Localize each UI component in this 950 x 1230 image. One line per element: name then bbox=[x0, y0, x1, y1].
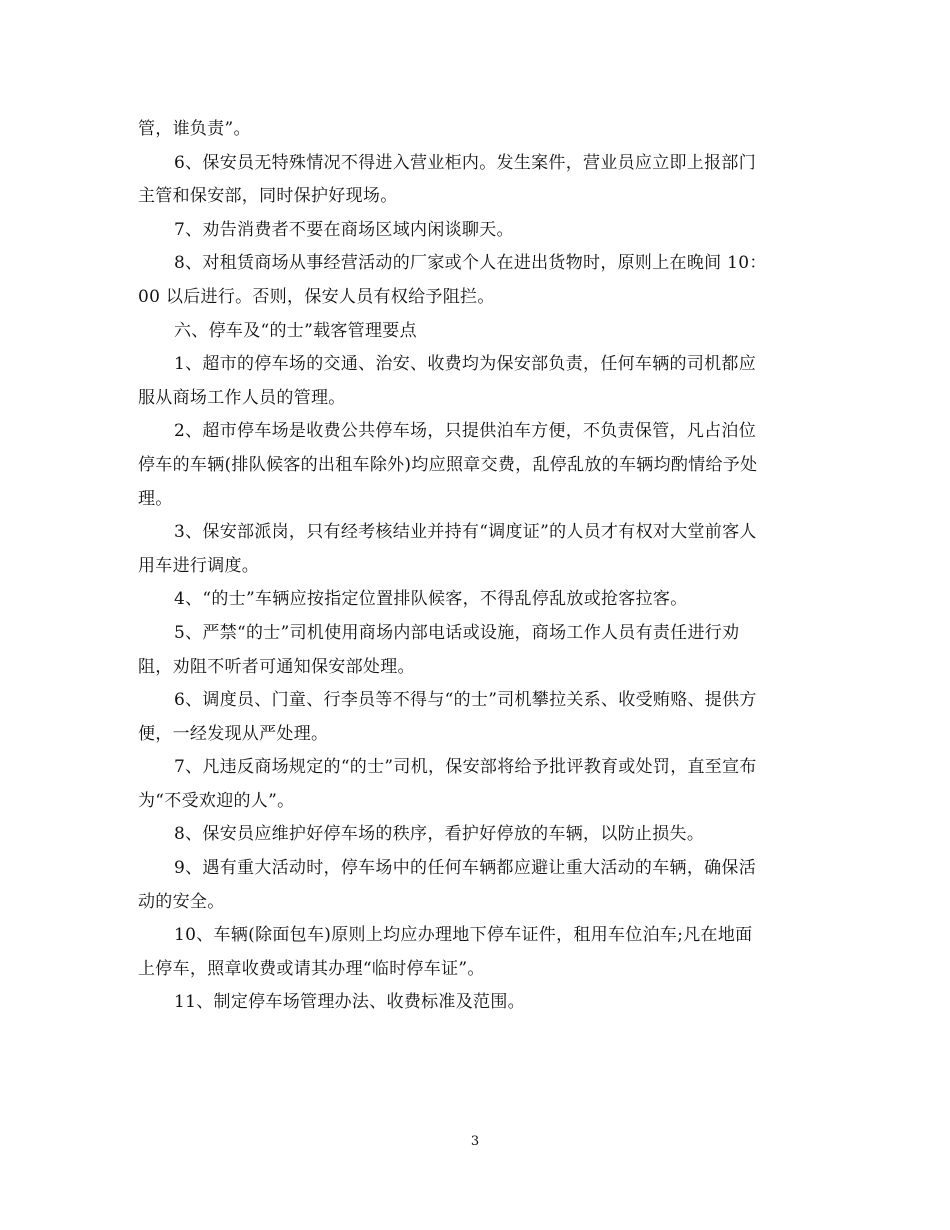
text-line: 2、超市停车场是收费公共停车场，只提供泊车方便，不负责保管，凡占泊位 bbox=[174, 421, 757, 442]
text-line: 停车的车辆(排队候客的出租车除外)均应照章交费，乱停乱放的车辆均酌情给予处 bbox=[138, 454, 758, 475]
text-line: 7、凡违反商场规定的“的士”司机，保安部将给予批评教育或处罚，直至宣布 bbox=[174, 757, 757, 778]
text-line: 7、劝告消费者不要在商场区域内闲谈聊天。 bbox=[174, 219, 514, 240]
text-line: 理。 bbox=[138, 488, 173, 509]
text-line: 六、停车及“的士”载客管理要点 bbox=[174, 320, 417, 341]
text-line: 8、保安员应维护好停车场的秩序，看护好停放的车辆，以防止损失。 bbox=[174, 824, 705, 845]
text-line: 服从商场工作人员的管理。 bbox=[138, 387, 346, 408]
text-line: 4、“的士”车辆应按指定位置排队候客，不得乱停乱放或抢客拉客。 bbox=[174, 589, 688, 610]
text-line: 10、车辆(除面包车)原则上均应办理地下停车证件，租用车位泊车;凡在地面 bbox=[174, 925, 753, 946]
text-line: 00 以后进行。否则，保安人员有权给予阻拦。 bbox=[138, 286, 495, 307]
text-line: 阻，劝阻不听者可通知保安部处理。 bbox=[138, 656, 415, 677]
text-line: 用车进行调度。 bbox=[138, 555, 260, 576]
text-line: 11、制定停车场管理办法、收费标准及范围。 bbox=[174, 992, 525, 1013]
text-line: 6、保安员无特殊情况不得进入营业柜内。发生案件，营业员应立即上报部门 bbox=[174, 152, 757, 173]
text-line: 3、保安部派岗，只有经考核结业并持有“调度证”的人员才有权对大堂前客人 bbox=[174, 522, 757, 543]
text-line: 为“不受欢迎的人”。 bbox=[138, 790, 295, 811]
text-line: 6、调度员、门童、行李员等不得与“的士”司机攀拉关系、收受贿赂、提供方 bbox=[174, 690, 757, 711]
document-body bbox=[138, 113, 818, 1020]
text-line: 1、超市的停车场的交通、治安、收费均为保安部负责，任何车辆的司机都应 bbox=[174, 354, 757, 375]
page-number: 3 bbox=[470, 1134, 480, 1149]
text-line: 8、对租赁商场从事经营活动的厂家或个人在进出货物时，原则上在晚间 10： bbox=[174, 253, 767, 274]
text-line: 主管和保安部，同时保护好现场。 bbox=[138, 186, 398, 207]
text-line: 5、严禁“的士”司机使用商场内部电话或设施，商场工作人员有责任进行劝 bbox=[174, 622, 740, 643]
text-line: 管，谁负责”。 bbox=[138, 119, 251, 139]
text-line: 上停车，照章收费或请其办理“临时停车证”。 bbox=[138, 958, 485, 979]
text-line: 便，一经发现从严处理。 bbox=[138, 723, 329, 744]
text-line: 动的安全。 bbox=[138, 891, 225, 912]
text-line: 9、遇有重大活动时，停车场中的任何车辆都应避让重大活动的车辆，确保活 bbox=[174, 858, 757, 879]
